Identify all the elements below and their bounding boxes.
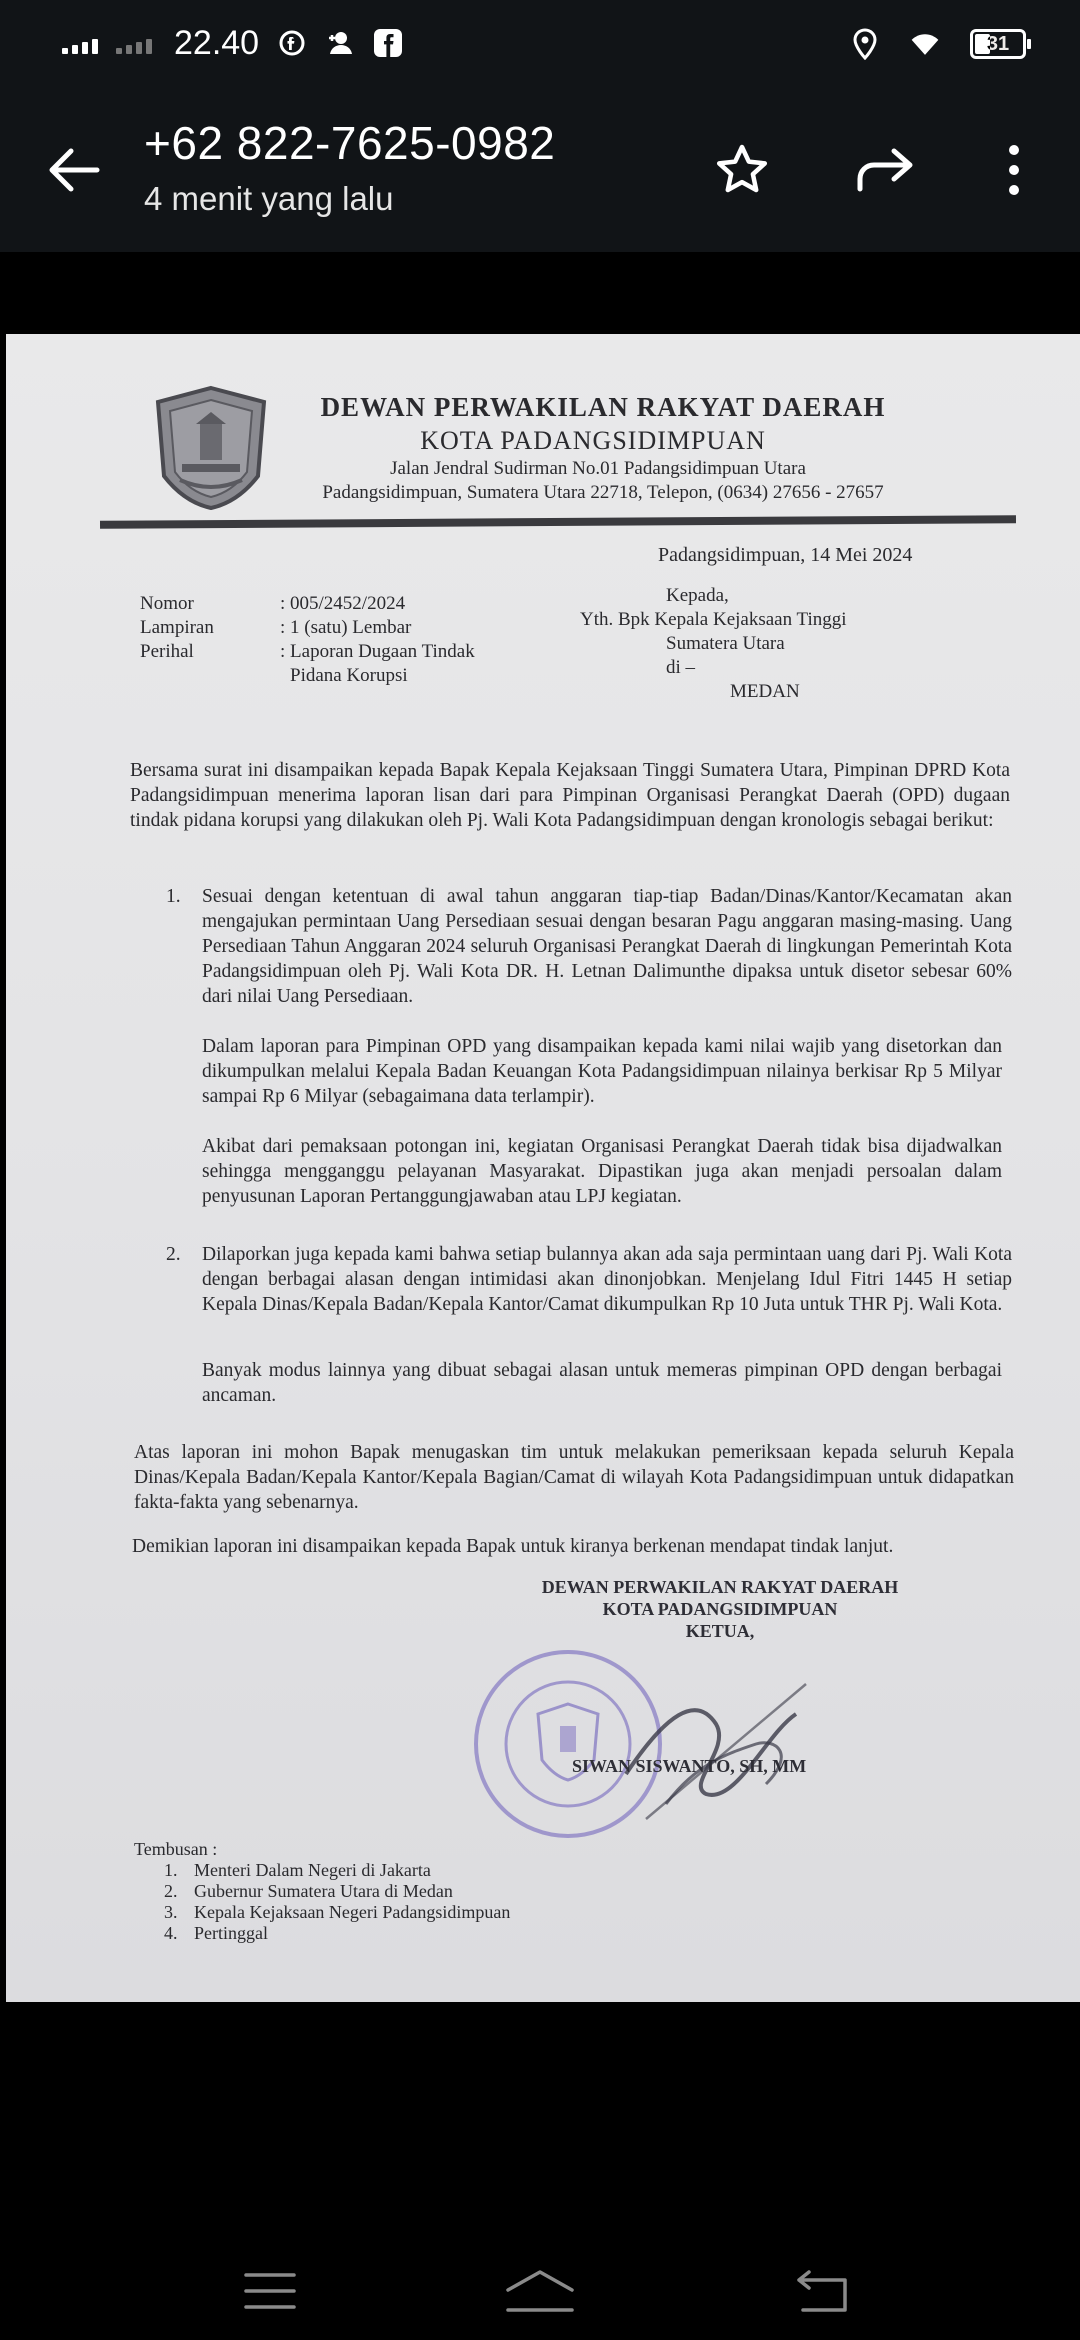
list-item <box>134 1860 510 1881</box>
signature-line-2: KOTA PADANGSIDIMPUAN <box>602 1599 838 1619</box>
signature-line-1: DEWAN PERWAKILAN RAKYAT DAERAH <box>541 1577 899 1597</box>
add-contact-icon <box>325 28 355 58</box>
intro-paragraph: Bersama surat ini disampaikan kepada Bapak Kepala Kejaksaan Tinggi Sumatera Utara, Pimpinan DPRD Kota Padangsidimpuan menerima laporan lisan dari para Pimpinan Organisasi Perangkat Daerah (OPD) dugaan tindak pidana korupsi yang dilakukan oleh Pj. Wali Kota Padangsidimpuan dengan kronologis sebagai berikut: <box>130 760 1010 831</box>
facebook-icon <box>373 28 403 58</box>
item-1-paragraph-3: Akibat dari pemaksaan potongan ini, kegiatan Organisasi Perangkat Daerah tidak bisa dijadwalkan sehingga mengganggu pelayanan Masyarakat. Dipastikan juga akan menjadi persoalan dalam penyusunan Laporan Pertanggungjawaban atau LPJ kegiatan. <box>202 1136 1002 1207</box>
status-time: 22.40 <box>174 23 260 62</box>
cc-text: Menteri Dalam Negeri di Jakarta <box>194 1860 431 1880</box>
back-button[interactable] <box>36 132 112 208</box>
document-photo <box>6 334 1080 2002</box>
forward-button[interactable] <box>846 130 926 210</box>
item-1-number: 1. <box>166 886 181 907</box>
app-bar <box>0 86 1080 252</box>
recent-apps-button[interactable] <box>230 2254 310 2328</box>
more-vertical-icon <box>1004 142 1024 198</box>
navigation-bar <box>0 2242 1080 2340</box>
letterhead-address: Jalan Jendral Sudirman No.01 Padangsidimpuan Utara <box>390 458 806 479</box>
list-item <box>134 1881 510 1902</box>
letterhead-institution: DEWAN PERWAKILAN RAKYAT DAERAH <box>320 392 886 422</box>
battery-level: 31 <box>986 32 1010 55</box>
arrow-left-icon <box>47 147 101 193</box>
cc-number: 4. <box>164 1923 178 1943</box>
cc-text: Gubernur Sumatera Utara di Medan <box>194 1881 453 1901</box>
signature-icon <box>606 1654 826 1824</box>
signal-icon <box>62 32 98 54</box>
forward-icon <box>854 145 918 195</box>
item-2-number: 2. <box>166 1244 181 1265</box>
system-back-button[interactable] <box>784 2254 864 2328</box>
lampiran-value: : 1 (satu) Lembar <box>280 617 412 638</box>
list-item <box>134 1902 510 1923</box>
letterhead-divider <box>100 515 1016 529</box>
facebook-messenger-icon <box>277 28 307 58</box>
tembusan-block <box>134 1839 510 1944</box>
perihal-label: Perihal <box>140 641 194 662</box>
image-viewer[interactable] <box>0 252 1080 2242</box>
recipient-line-4: di – <box>666 657 696 678</box>
signal-2-icon <box>116 32 152 54</box>
tembusan-title: Tembusan : <box>134 1839 218 1859</box>
cc-number: 3. <box>164 1902 178 1922</box>
cc-number: 1. <box>164 1860 178 1880</box>
more-options-button[interactable] <box>974 130 1054 210</box>
item-2-paragraph-2: Banyak modus lainnya yang dibuat sebagai alasan untuk memeras pimpinan OPD dengan berbagai ancaman. <box>202 1360 1002 1406</box>
star-icon <box>714 142 770 198</box>
cc-text: Kepala Kejaksaan Negeri Padangsidimpuan <box>194 1902 511 1922</box>
menu-icon <box>244 2271 296 2311</box>
sent-time: 4 menit yang lalu <box>144 180 394 217</box>
status-bar <box>0 0 1080 86</box>
battery-icon <box>970 29 1026 59</box>
signature-block <box>500 1576 940 1642</box>
perihal-value-2: Pidana Korupsi <box>290 665 408 686</box>
cc-number: 2. <box>164 1881 178 1901</box>
lampiran-label: Lampiran <box>140 617 214 638</box>
nomor-value: : 005/2452/2024 <box>280 593 406 614</box>
wifi-icon <box>910 29 940 59</box>
item-2-text: Dilaporkan juga kepada kami bahwa setiap bulannya akan ada saja permintaan uang dari Pj. Wali Kota dengan berbagai alasan dengan intimidasi akan dinonjobkan. Menjelang Idul Fitri 1445 H setiap Kepala Dinas/Kepala Badan/Kepala Kantor/Camat dikumpulkan Rp 10 Juta untuk THR Pj. Wali Kota. <box>202 1244 1012 1315</box>
request-paragraph: Atas laporan ini mohon Bapak menugaskan tim untuk melakukan pemeriksaan kepada seluruh Kepala Dinas/Kepala Badan/Kepala Kantor/Kepala Bagian/Camat di wilayah Kota Padangsidimpuan untuk didapatkan fakta-fakta yang sebenarnya. <box>134 1442 1014 1513</box>
recipient-line-5: MEDAN <box>730 681 800 702</box>
closing-paragraph: Demikian laporan ini disampaikan kepada Bapak untuk kiranya berkenan mendapat tindak lanjut. <box>132 1536 894 1557</box>
recipient-line-3: Sumatera Utara <box>666 633 785 654</box>
letter-date: Padangsidimpuan, 14 Mei 2024 <box>658 544 913 566</box>
signature-line-3: KETUA, <box>685 1621 755 1641</box>
perihal-value: : Laporan Dugaan Tindak <box>280 641 475 662</box>
location-icon <box>850 29 880 59</box>
letter-meta <box>140 592 500 688</box>
home-icon <box>504 2268 576 2314</box>
sender-title: +62 822-7625-0982 <box>144 117 556 169</box>
letterhead-city: KOTA PADANGSIDIMPUAN <box>420 426 766 455</box>
list-item <box>166 1242 1012 1317</box>
recipient-line-1: Kepada, <box>666 585 729 606</box>
star-button[interactable] <box>702 130 782 210</box>
home-button[interactable] <box>500 2254 580 2328</box>
item-1-text: Sesuai dengan ketentuan di awal tahun anggaran tiap-tiap Badan/Dinas/Kantor/Kecamatan akan mengajukan permintaan Uang Persediaan sesuai dengan besaran Pagu anggaran masing-masing. Uang Persediaan Tahun Anggaran 2024 seluruh Organisasi Perangkat Daerah di lingkungan Pemerintah Kota Padangsidimpuan oleh Pj. Wali Kota DR. H. Letnan Dalimunthe dipaksa untuk disetor sebesar 60% dari nilai Uang Persediaan. <box>202 886 1012 1007</box>
recipient-line-2: Yth. Bpk Kepala Kejaksaan Tinggi <box>580 609 847 630</box>
nomor-label: Nomor <box>140 593 194 614</box>
cc-text: Pertinggal <box>194 1923 268 1943</box>
recipient-block <box>580 584 847 704</box>
list-item <box>134 1923 510 1944</box>
signatory-name: SIWAN SISWANTO, SH, MM <box>572 1756 807 1776</box>
list-item <box>166 884 1012 1009</box>
back-nav-icon <box>795 2268 853 2314</box>
letterhead-contact: Padangsidimpuan, Sumatera Utara 22718, Telepon, (0634) 27656 - 27657 <box>322 482 884 503</box>
item-1-paragraph-2: Dalam laporan para Pimpinan OPD yang disampaikan kepada kami nilai wajib yang disetorkan dan dikumpulkan melalui Kepala Badan Keuangan Kota Padangsidimpuan nilainya berkisar Rp 5 Milyar sampai Rp 6 Milyar (sebagaimana data terlampir). <box>202 1036 1002 1107</box>
